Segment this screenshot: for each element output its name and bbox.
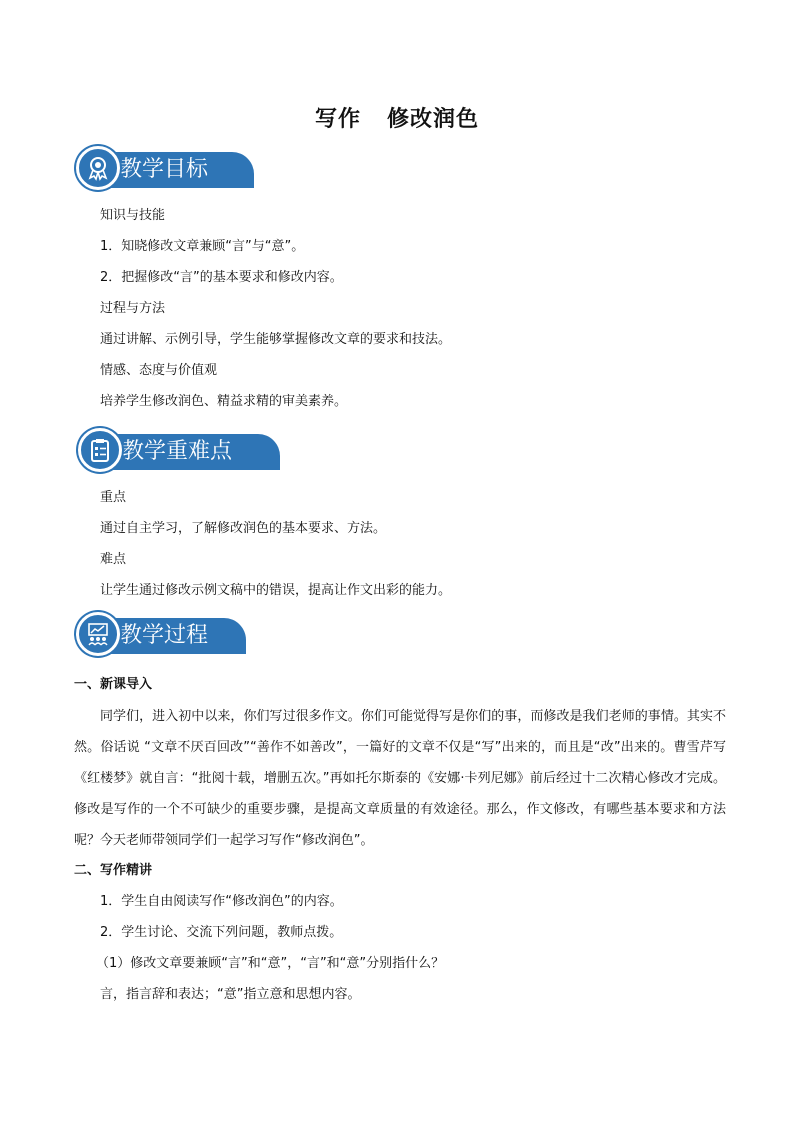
key-line: 重点: [100, 490, 127, 505]
process-line: 2．学生讨论、交流下列问题，教师点拨。: [100, 925, 343, 940]
award-ribbon-icon: [76, 146, 120, 190]
key-line: 难点: [100, 552, 127, 567]
process-heading-writing: 二、写作精讲: [74, 863, 153, 878]
section-label-process: 教学过程: [94, 618, 246, 654]
key-line: 让学生通过修改示例文稿中的错误，提高让作文出彩的能力。: [100, 583, 452, 598]
goal-line: 1．知晓修改文章兼顾“言”与“意”。: [100, 239, 305, 254]
clipboard-checklist-icon: [78, 428, 122, 472]
key-line: 通过自主学习，了解修改润色的基本要求、方法。: [100, 521, 387, 536]
title-part2: 修改润色: [387, 106, 480, 132]
process-line: 1．学生自由阅读写作“修改润色”的内容。: [100, 894, 343, 909]
section-header-keys: [78, 428, 268, 472]
intro-paragraph: 同学们，进入初中以来，你们写过很多作文。你们可能觉得写是你们的事，而修改是我们老师的事情。其实不然。俗话说 “文章不厌百回改”“善作不如善改”，一篇好的文章不仅是“写”出来的，而且是“改”出来的。曹雪芹写《红楼梦》就自言：“批阅十载，增删五次。”再如托尔斯泰的《安娜·卡列尼娜》前后经过十二次精心修改才完成。修改是写作的一个不可缺少的重要步骤，是提高文章质量的有效途径。那么，作文修改，有哪些基本要求和方法呢？今天老师带领同学们一起学习写作“修改润色”。: [74, 709, 726, 848]
process-answer: 言，指言辞和表达；“意”指立意和思想内容。: [100, 987, 361, 1002]
goal-line: 通过讲解、示例引导，学生能够掌握修改文章的要求和技法。: [100, 332, 452, 347]
presentation-group-icon: [76, 612, 120, 656]
page-title: [0, 102, 794, 133]
goal-line: 2．把握修改“言”的基本要求和修改内容。: [100, 270, 343, 285]
goal-line: 培养学生修改润色、精益求精的审美素养。: [100, 394, 348, 409]
process-heading-intro: 一、新课导入: [74, 677, 153, 692]
title-part1: 写作: [314, 106, 361, 132]
process-question: （1）修改文章要兼顾“言”和“意”，“言”和“意”分别指什么？: [96, 956, 445, 971]
section-label-keys: 教学重难点: [96, 434, 280, 470]
section-label-goals: 教学目标: [94, 152, 254, 188]
section-header-goals: [76, 146, 236, 190]
goal-line: 过程与方法: [100, 301, 166, 316]
goal-line: 知识与技能: [100, 208, 166, 223]
goal-line: 情感、态度与价值观: [100, 363, 218, 378]
section-header-process: [76, 612, 236, 656]
